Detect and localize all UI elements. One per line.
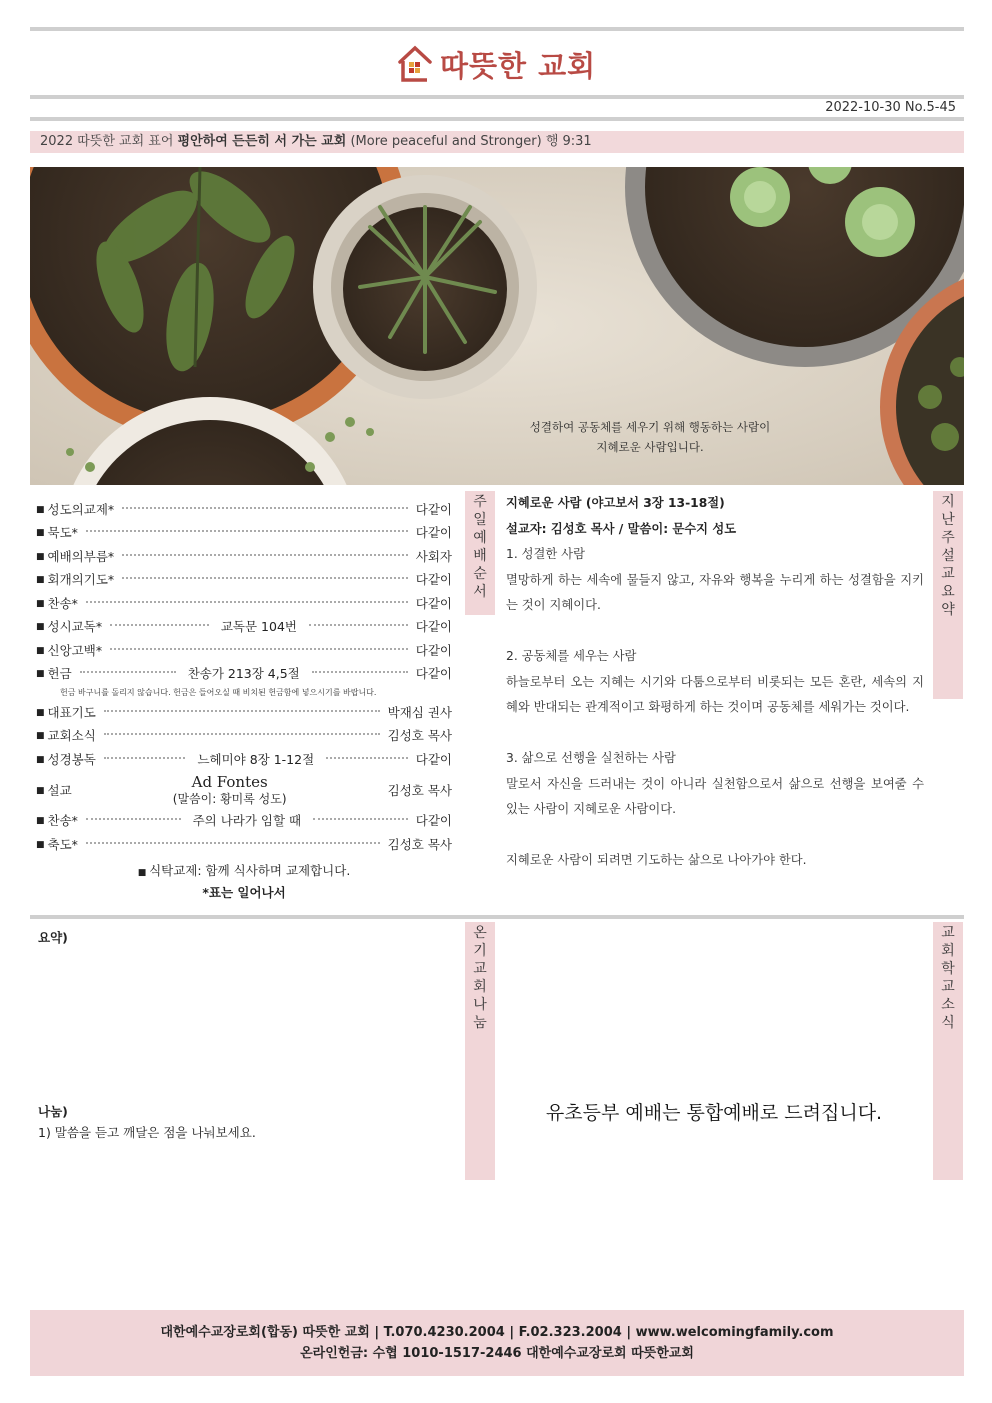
worship-order (36, 498, 452, 901)
worship-item-leader: 김성호 목사 (387, 782, 452, 798)
worship-item (36, 569, 452, 593)
square-bullet-icon: ■ (137, 867, 150, 878)
dot-leader (80, 671, 176, 673)
fellowship-note-text: 식탁교제: 함께 식사하며 교제합니다. (149, 862, 351, 878)
worship-item-label: 설교 (47, 782, 72, 798)
summary-title: 지혜로운 사람 (야고보서 3장 13-18절) (506, 496, 725, 510)
summary-point-3-body: 말로서 자신을 드러내는 것이 아니라 실천함으로서 삶으로 선행을 보여줄 수 있는 사람이 지혜로운 사람이다. (506, 776, 924, 816)
sermon-summary (506, 491, 924, 874)
worship-item-label: 찬송* (47, 595, 78, 611)
tab-last-sermon-summary: 지 난 주 설 교 요 약 (933, 491, 963, 699)
footer (30, 1310, 964, 1376)
worship-item (36, 725, 452, 749)
offering-note: 헌금 바구니를 돌리지 않습니다. 헌금은 들어오실 때 비치된 헌금함에 넣으시기를 바랍니다. (60, 688, 377, 697)
worship-item-leader: 다같이 (415, 501, 452, 517)
sharing-summary-label: 요약) (38, 930, 68, 945)
summary-point-1-body: 멸망하게 하는 세속에 물들지 않고, 자유와 행복을 누리게 하는 성결함을 지키는 것이 지혜이다. (506, 572, 924, 612)
summary-point-1-head: 1. 성결한 사람 (506, 547, 585, 561)
square-bullet-icon: ■ (36, 669, 45, 680)
school-notice: 유초등부 예배는 통합예배로 드려집니다. (545, 1102, 883, 1124)
summary-preacher: 설교자: 김성호 목사 / 말씀이: 문수지 성도 (506, 521, 737, 536)
summary-point-3-head: 3. 삶으로 선행을 실천하는 사람 (506, 751, 676, 765)
church-name: 따뜻한 교회 (440, 48, 597, 83)
worship-item-leader: 다같이 (415, 572, 452, 588)
tab-worship-order: 주 일 예 배 순 서 (465, 491, 495, 615)
photo-caption (500, 417, 800, 457)
dot-leader (86, 601, 408, 603)
worship-item-leader: 다같이 (415, 619, 453, 635)
square-bullet-icon: ■ (36, 754, 45, 765)
dot-leader (86, 818, 181, 820)
worship-item-label: 성도의교제* (47, 501, 115, 517)
worship-item-label: 성경봉독 (47, 751, 96, 767)
worship-item (36, 833, 452, 857)
square-bullet-icon: ■ (36, 645, 45, 656)
dot-leader (122, 507, 408, 509)
square-bullet-icon: ■ (36, 598, 45, 609)
worship-item-label: 회개의기도* (47, 572, 115, 588)
house-logo-icon (398, 44, 432, 84)
worship-item-label: 대표기도 (47, 704, 96, 720)
dot-leader (104, 733, 380, 735)
worship-item-label: 예배의부름* (47, 548, 115, 564)
worship-item-leader: 다같이 (415, 751, 453, 767)
worship-item (36, 639, 452, 663)
square-bullet-icon: ■ (36, 622, 45, 633)
header-rule (30, 95, 964, 99)
sharing-question-1: 1) 말씀을 듣고 깨달은 점을 나눠보세요. (38, 1125, 256, 1140)
worship-item-label: 헌금 (47, 666, 72, 682)
worship-item-leader: 다같이 (415, 595, 452, 611)
worship-item-label: 신앙고백* (47, 642, 103, 658)
tab-church-school-news: 교 회 학 교 소 식 (933, 922, 963, 1180)
dot-leader (110, 648, 408, 650)
top-rule (30, 27, 964, 31)
square-bullet-icon: ■ (36, 551, 45, 562)
summary-point-2-body: 하늘로부터 오는 지혜는 시기와 다툼으로부터 비롯되는 모든 혼란, 세속의 지혜와 반대되는 관계적이고 화평하게 하는 것이며 공동체를 세워가는 것이다. (506, 674, 924, 714)
sermon-title: Ad Fontes (191, 772, 268, 791)
worship-item (36, 616, 452, 640)
dot-leader (110, 624, 209, 626)
fellowship-note (36, 861, 452, 879)
worship-item (36, 772, 452, 810)
motto-prefix: 2022 따뜻한 교회 표어 (40, 134, 178, 149)
worship-item-label: 찬송* (47, 813, 78, 829)
worship-item-leader: 다같이 (415, 813, 452, 829)
worship-item-leader: 다같이 (415, 666, 452, 682)
worship-item-detail: 교독문 104번 (220, 619, 297, 635)
cover-photo (30, 167, 964, 485)
dot-leader (309, 624, 408, 626)
worship-item (36, 748, 452, 772)
summary-point-2-head: 2. 공동체를 세우는 사람 (506, 649, 637, 663)
square-bullet-icon: ■ (36, 707, 45, 718)
worship-item-detail: 찬송가 213장 4,5절 (187, 666, 300, 682)
caption-line-2: 지혜로운 사람입니다. (596, 440, 704, 454)
worship-item-label: 축도* (47, 836, 78, 852)
dot-leader (326, 757, 408, 759)
worship-item-detail: 느헤미야 8장 1-12절 (197, 751, 315, 767)
worship-item-leader: 다같이 (415, 642, 452, 658)
worship-item (36, 522, 452, 546)
square-bullet-icon: ■ (36, 785, 45, 796)
sermon-speaker: (말씀이: 황미록 성도) (172, 791, 287, 806)
worship-item-detail: 주의 나라가 임할 때 (192, 813, 302, 829)
worship-item-leader: 다같이 (415, 525, 452, 541)
sermon-title-block (72, 774, 388, 808)
dot-leader (86, 842, 380, 844)
sharing-label: 나눔) (38, 1104, 68, 1119)
worship-item-leader: 박재심 권사 (387, 704, 452, 720)
worship-item (36, 701, 452, 725)
square-bullet-icon: ■ (36, 816, 45, 827)
square-bullet-icon: ■ (36, 839, 45, 850)
section-divider (30, 915, 964, 919)
worship-item-label: 교회소식 (47, 728, 96, 744)
worship-item (36, 498, 452, 522)
square-bullet-icon: ■ (36, 504, 45, 515)
worship-item-leader: 사회자 (415, 548, 452, 564)
caption-line-1: 성결하여 공동체를 세우기 위해 행동하는 사람이 (529, 420, 771, 434)
worship-item (36, 592, 452, 616)
worship-item-leader: 김성호 목사 (387, 728, 452, 744)
square-bullet-icon: ■ (36, 528, 45, 539)
dot-leader (122, 554, 408, 556)
sharing-block (38, 1101, 256, 1143)
dot-leader (104, 710, 380, 712)
worship-item (36, 545, 452, 569)
motto-suffix: (More peaceful and Stronger) 행 9:31 (346, 134, 592, 149)
footer-contact: 대한예수교장로회(합동) 따뜻한 교회 | T.070.4230.2004 | F.02.323.2004 | www.welcomingfamily.com (160, 1325, 834, 1340)
square-bullet-icon: ■ (36, 731, 45, 742)
dot-leader (122, 577, 408, 579)
succulent-pots-illustration (30, 167, 964, 485)
standing-note: *표는 일어나서 (202, 884, 286, 900)
issue-dateline: 2022-10-30 No.5-45 (825, 100, 956, 115)
motto-bold: 평안하여 든든히 서 가는 교회 (177, 134, 347, 149)
footer-online-offering: 온라인헌금: 수협 1010-1517-2446 대한예수교장로회 따뜻한교회 (300, 1346, 694, 1361)
dateline-rule (30, 117, 964, 121)
dot-leader (312, 671, 408, 673)
dot-leader (313, 818, 408, 820)
summary-closing: 지혜로운 사람이 되려면 기도하는 삶으로 나아가야 한다. (506, 853, 807, 867)
worship-item-leader: 김성호 목사 (387, 836, 452, 852)
dot-leader (86, 530, 408, 532)
dot-leader (104, 757, 186, 759)
worship-item-label: 성시교독* (47, 619, 103, 635)
tab-ongi-church-sharing: 온 기 교 회 나 눔 (465, 922, 495, 1180)
square-bullet-icon: ■ (36, 575, 45, 586)
yearly-motto (30, 131, 964, 153)
worship-item-label: 묵도* (47, 525, 78, 541)
worship-item (36, 810, 452, 834)
church-logo (398, 40, 596, 88)
worship-item (36, 663, 452, 687)
